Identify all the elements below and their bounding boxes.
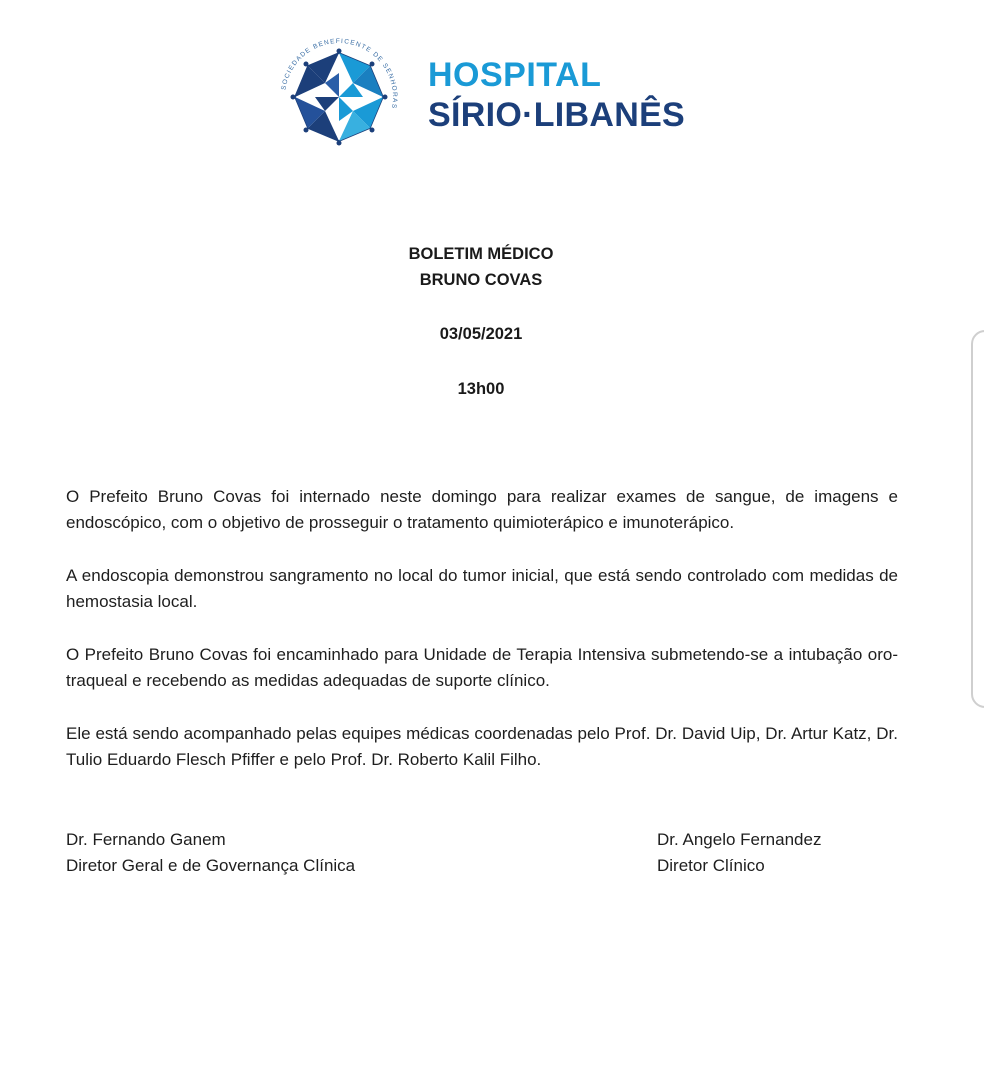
bulletin-time: 13h00	[457, 380, 505, 398]
logo-brand-line2: SÍRIO·LIBANÊS	[428, 96, 686, 134]
patient-name: BRUNO COVAS	[419, 271, 543, 289]
bulletin-title: BOLETIM MÉDICO	[408, 245, 554, 263]
paragraph-admission: O Prefeito Bruno Covas foi internado neste domingo para realizar exames de sangue, de imagens e endoscópico, com o objetivo de prosseguir o tratamento quimioterápico e imunoterápico.	[66, 487, 898, 532]
signature-name: Dr. Fernando Ganem	[66, 830, 226, 849]
signature-name: Dr. Angelo Fernandez	[657, 830, 822, 849]
logo-ring-text: SOCIEDADE BENEFICENTE DE SENHORAS	[280, 38, 398, 110]
hospital-logo	[280, 38, 690, 156]
paragraph-icu: O Prefeito Bruno Covas foi encaminhado para Unidade de Terapia Intensiva submetendo-se a intubação oro-traqueal e recebendo as medidas adequadas de suporte clínico.	[66, 645, 898, 690]
logo-wordmark	[428, 58, 685, 132]
logo-brand-line1: HOSPITAL	[428, 56, 602, 94]
hospital-emblem-icon	[280, 38, 398, 156]
signature-right	[657, 827, 821, 879]
signature-left	[66, 827, 355, 879]
paragraph-medical-team: Ele está sendo acompanhado pelas equipes médicas coordenadas pelo Prof. Dr. David Uip, Dr. Artur Katz, Dr. Tulio Eduardo Flesch Pfiffer e pelo Prof. Dr. Roberto Kalil Filho.	[66, 724, 898, 769]
bulletin-date: 03/05/2021	[439, 325, 523, 343]
paragraph-endoscopy: A endoscopia demonstrou sangramento no local do tumor inicial, que está sendo controlado com medidas de hemostasia local.	[66, 566, 898, 611]
side-scroll-handle[interactable]	[971, 330, 984, 708]
signature-role: Diretor Clínico	[657, 856, 765, 875]
signature-role: Diretor Geral e de Governança Clínica	[66, 856, 356, 875]
